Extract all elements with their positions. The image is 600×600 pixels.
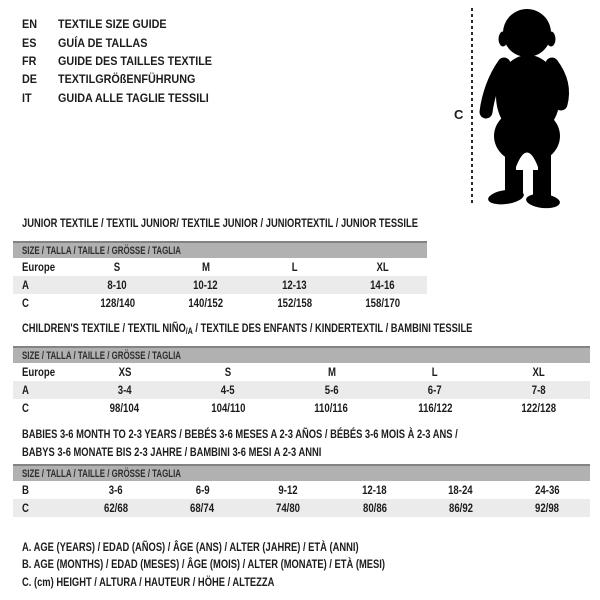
size-cell: 74/80 xyxy=(276,501,301,515)
lang-code: ES xyxy=(22,35,37,50)
size-cell: XL xyxy=(532,365,545,379)
size-header-bar: SIZE / TALLA / TAILLE / GRÖSSE / TAGLIA xyxy=(13,346,590,363)
size-cell: S xyxy=(114,260,121,274)
lang-row-fr xyxy=(22,52,229,70)
size-cell: 14-16 xyxy=(370,278,396,292)
junior-section-title: JUNIOR TEXTILE / TEXTIL JUNIOR/ TEXTILE JUNIOR / JUNIORTEXTIL / JUNIOR TESSILE xyxy=(22,216,418,230)
size-cell: 3-6 xyxy=(109,483,124,497)
size-cell: 18-24 xyxy=(448,483,474,497)
size-cell: 62/68 xyxy=(104,501,129,515)
row-label: Europe xyxy=(22,260,56,274)
children-size-table xyxy=(13,346,590,417)
size-cell: 9-12 xyxy=(278,483,299,497)
table-row xyxy=(13,363,590,381)
row-label: A xyxy=(22,278,29,292)
size-cell: 6-7 xyxy=(427,383,442,397)
size-cell: 140/152 xyxy=(188,296,224,310)
size-cell: 152/158 xyxy=(276,296,312,310)
size-cell: 104/110 xyxy=(211,401,246,415)
lang-row-it xyxy=(22,89,229,107)
size-cell: M xyxy=(327,365,336,379)
footnote-line-b: B. AGE (MONTHS) / EDAD (MESES) / ÂGE (MOIS) / ALTER (MONATE) / ETÀ (MESI) xyxy=(22,557,385,572)
size-cell: XL xyxy=(376,260,389,274)
babies-size-table xyxy=(13,464,590,517)
table-row xyxy=(13,499,590,517)
size-cell: 12-13 xyxy=(281,278,307,292)
table-row xyxy=(13,481,590,499)
size-cell: 8-10 xyxy=(107,278,127,292)
footnote-line-a: A. AGE (YEARS) / EDAD (AÑOS) / ÂGE (ANS) / ALTER (JAHRE) / ETÀ (ANNI) xyxy=(22,539,359,554)
baby-silhouette xyxy=(478,5,578,210)
lang-label: TEXTILGRÖßENFÜHRUNG xyxy=(58,72,196,87)
size-cell: XS xyxy=(118,365,132,379)
lang-code: EN xyxy=(22,17,38,32)
table-row xyxy=(13,399,590,417)
babies-section-title: BABIES 3-6 MONTH TO 2-3 YEARS / BEBÉS 3-6 MESES A 2-3 AÑOS / BÉBÉS 3-6 MOIS À 2-3 ANS / BABYS 3-6 MONATE BIS 2-3 JAHRE / BAMBINI 3-6 MESI A 2-3 ANNI xyxy=(22,427,458,459)
size-cell: 110/116 xyxy=(314,401,349,415)
size-cell: 122/128 xyxy=(520,401,556,415)
junior-size-table xyxy=(13,241,427,312)
size-cell: 5-6 xyxy=(324,383,339,397)
lang-code: FR xyxy=(22,53,37,68)
lang-label: GUIDE DES TAILLES TEXTILE xyxy=(58,53,213,68)
footnote-list xyxy=(22,538,487,591)
language-list xyxy=(22,15,229,107)
height-measure-label: C xyxy=(454,107,464,122)
lang-row-de xyxy=(22,70,229,88)
lang-label: GUIDA ALLE TAGLIE TESSILI xyxy=(58,90,209,105)
row-label: C xyxy=(22,501,29,515)
lang-code: IT xyxy=(22,90,32,105)
size-cell: S xyxy=(224,365,232,379)
size-cell: 86/92 xyxy=(448,501,473,515)
size-cell: 6-9 xyxy=(195,483,210,497)
size-cell: 24-36 xyxy=(534,483,560,497)
row-label: B xyxy=(22,483,29,497)
size-cell: 3-4 xyxy=(117,383,132,397)
size-cell: 68/74 xyxy=(190,501,215,515)
size-cell: 98/104 xyxy=(110,401,140,415)
children-section-title: CHILDREN'S TEXTILE / TEXTIL $NIÑO_{/A}$ / TEXTILE DES ENFANTS / KINDERTEXTIL / BAMBINI TESSILE xyxy=(22,321,473,336)
size-cell: L xyxy=(291,260,298,274)
lang-row-en xyxy=(22,15,229,33)
size-cell: 116/122 xyxy=(417,401,453,415)
row-label: C xyxy=(22,296,29,310)
table-row xyxy=(13,381,590,399)
size-cell: 128/140 xyxy=(99,296,135,310)
lang-code: DE xyxy=(22,72,38,87)
table-row xyxy=(13,258,427,276)
size-cell: 12-18 xyxy=(362,483,387,497)
height-dotted-line xyxy=(471,8,473,206)
size-cell: 80/86 xyxy=(362,501,387,515)
size-header-bar: SIZE / TALLA / TAILLE / GRÖSSE / TAGLIA xyxy=(13,464,590,481)
footnote-line-c: C. (cm) HEIGHT / ALTURA / HAUTEUR / HÖHE / ALTEZZA xyxy=(22,574,275,589)
size-header-bar: SIZE / TALLA / TAILLE / GRÖSSE / TAGLIA xyxy=(13,241,427,258)
size-cell: 4-5 xyxy=(221,383,236,397)
lang-row-es xyxy=(22,33,229,51)
table-row xyxy=(13,294,427,312)
row-label: A xyxy=(22,383,29,397)
lang-label: TEXTILE SIZE GUIDE xyxy=(58,17,167,32)
row-label: C xyxy=(22,401,29,415)
size-cell: 10-12 xyxy=(193,278,219,292)
title-subscript: /A xyxy=(185,326,193,336)
size-cell: 92/98 xyxy=(534,501,559,515)
size-cell: 7-8 xyxy=(531,383,546,397)
size-cell: 158/170 xyxy=(365,296,401,310)
size-cell: M xyxy=(201,260,210,274)
table-row xyxy=(13,276,427,294)
lang-label: GUÍA DE TALLAS xyxy=(58,35,148,50)
size-cell: L xyxy=(431,365,438,379)
row-label: Europe xyxy=(22,365,56,379)
